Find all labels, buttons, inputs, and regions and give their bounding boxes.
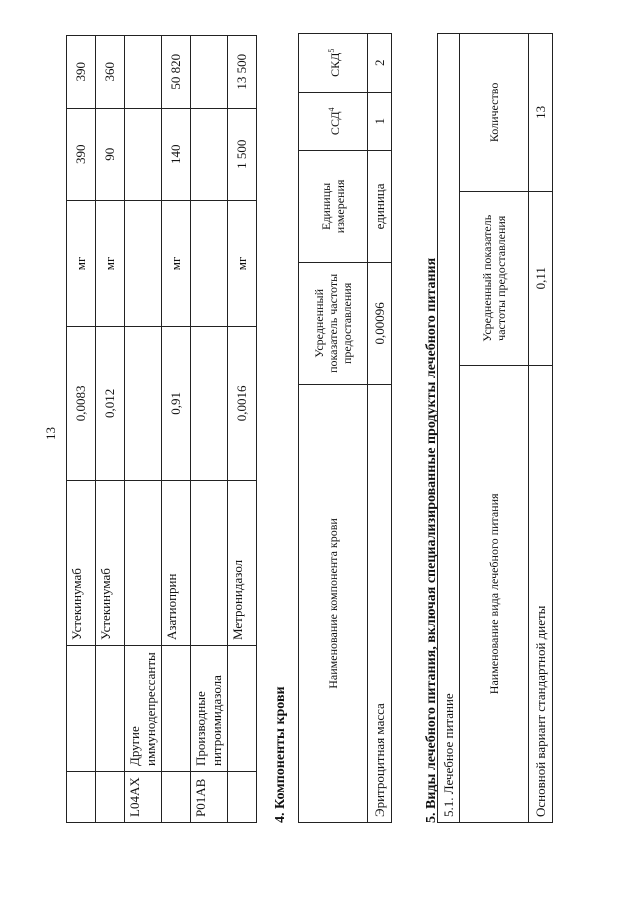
quantity-cell: 13 <box>529 34 553 192</box>
nutrition-heading: 5. Виды лечебного питания, включая специализированные продукты лечебного питания <box>424 257 439 823</box>
table-row <box>529 34 553 823</box>
inn-cell <box>191 480 228 645</box>
table-row <box>162 36 191 823</box>
header-ssd <box>299 92 368 150</box>
header-frequency: Усредненный показатель частоты предоставления <box>460 191 529 365</box>
ssd-cell: 1 500 <box>228 108 257 200</box>
drugs-table <box>66 35 257 823</box>
frequency-cell: 0,012 <box>96 326 125 480</box>
inn-cell: Метронидазол <box>228 480 257 645</box>
atc-group-cell: Производные нитроимидазола <box>191 646 228 772</box>
atc-group-cell <box>96 646 125 772</box>
table-row <box>125 36 162 823</box>
nutrition-subheading: 5.1. Лечебное питание <box>438 34 460 823</box>
atc-group-cell <box>67 646 96 772</box>
frequency-cell: 0,0083 <box>67 326 96 480</box>
header-ssd-footnote: 4 <box>326 107 336 112</box>
page-number: 13 <box>43 427 58 440</box>
unit-cell: мг <box>96 200 125 326</box>
atc-code-cell: P01AB <box>191 772 228 823</box>
atc-code-cell <box>67 772 96 823</box>
table-row <box>191 36 228 823</box>
frequency-cell: 0,0016 <box>228 326 257 480</box>
atc-code-cell <box>228 772 257 823</box>
header-frequency: Усредненный показатель частоты предоставления <box>299 262 368 384</box>
ssd-cell <box>191 108 228 200</box>
inn-cell <box>125 480 162 645</box>
table-header-row <box>299 34 368 823</box>
ssd-cell: 90 <box>96 108 125 200</box>
nutrition-table <box>437 33 553 823</box>
blood-component-name-cell: Эритроцитная масса <box>368 384 392 822</box>
skd-cell <box>191 36 228 109</box>
skd-cell: 360 <box>96 36 125 109</box>
inn-cell: Устекинумаб <box>96 480 125 645</box>
unit-cell <box>125 200 162 326</box>
atc-group-cell <box>162 646 191 772</box>
atc-code-cell: L04AX <box>125 772 162 823</box>
frequency-cell: 0,91 <box>162 326 191 480</box>
nutrition-name-cell: Основной вариант стандартной диеты <box>529 365 553 822</box>
atc-group-cell: Другие иммунодепрессанты <box>125 646 162 772</box>
unit-cell: мг <box>67 200 96 326</box>
table-row <box>368 34 392 823</box>
atc-code-cell <box>96 772 125 823</box>
skd-cell <box>125 36 162 109</box>
table-header-row <box>460 34 529 823</box>
header-quantity: Количество <box>460 34 529 192</box>
header-blood-component-name: Наименование компонента крови <box>299 384 368 822</box>
subsection-row <box>438 34 460 823</box>
table-row <box>67 36 96 823</box>
skd-cell: 50 820 <box>162 36 191 109</box>
header-ssd-label: ССД <box>327 111 342 136</box>
ssd-cell: 140 <box>162 108 191 200</box>
frequency-cell <box>191 326 228 480</box>
header-skd-label: СКД <box>327 52 342 77</box>
table-row <box>228 36 257 823</box>
header-skd <box>299 34 368 93</box>
atc-group-cell <box>228 646 257 772</box>
ssd-cell: 1 <box>368 92 392 150</box>
skd-cell: 390 <box>67 36 96 109</box>
header-nutrition-name: Наименование вида лечебного питания <box>460 365 529 822</box>
table-row <box>96 36 125 823</box>
ssd-cell: 390 <box>67 108 96 200</box>
frequency-cell: 0,11 <box>529 191 553 365</box>
skd-cell: 2 <box>368 34 392 93</box>
blood-components-heading: 4. Компоненты крови <box>273 686 288 823</box>
inn-cell: Устекинумаб <box>67 480 96 645</box>
header-unit: Единицы измерения <box>299 150 368 262</box>
atc-code-cell <box>162 772 191 823</box>
unit-cell: мг <box>162 200 191 326</box>
unit-cell: единица <box>368 150 392 262</box>
ssd-cell <box>125 108 162 200</box>
skd-cell: 13 500 <box>228 36 257 109</box>
frequency-cell: 0,00096 <box>368 262 392 384</box>
header-skd-footnote: 5 <box>326 48 336 53</box>
frequency-cell <box>125 326 162 480</box>
blood-components-table <box>298 33 392 823</box>
inn-cell: Азатиоприн <box>162 480 191 645</box>
unit-cell <box>191 200 228 326</box>
unit-cell: мг <box>228 200 257 326</box>
